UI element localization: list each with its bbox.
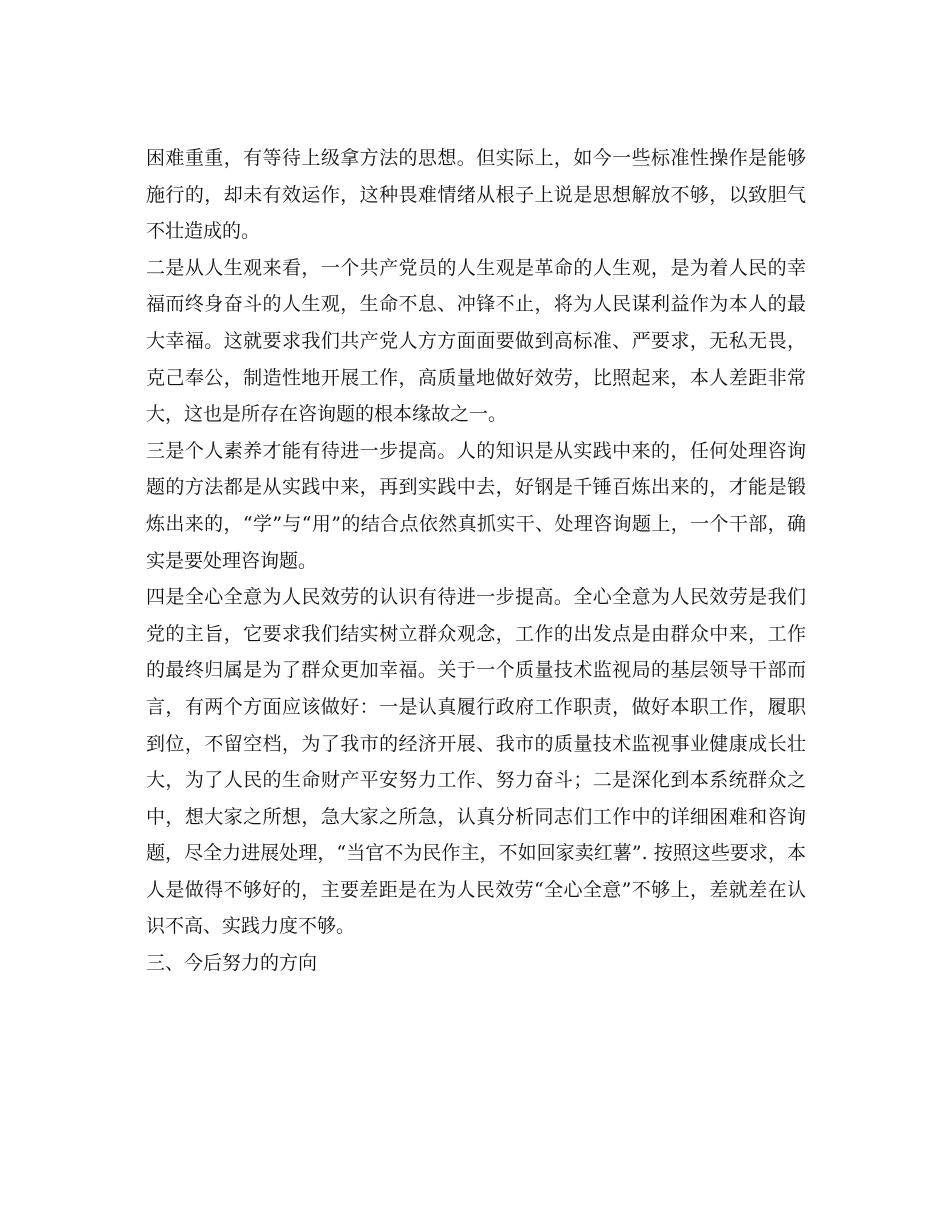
paragraph-2: 二是从人生观来看，一个共产党员的人生观是革命的人生观，是为着人民的幸福而终身奋斗的人生观，生命不息、冲锋不止，将为人民谋利益作为本人的最大幸福。这就要求我们共产党人方方面面要做到高标准、严要求，无私无畏，克己奉公，制造性地开展工作，高质量地做好效劳，比照起来，本人差距非常大，这也是所存在咨询题的根本缘故之一。: [146, 256, 806, 426]
paragraph-1: 困难重重，有等待上级拿方法的思想。但实际上，如今一些标准性操作是能够施行的，却未有效运作，这种畏难情绪从根子上说是思想解放不够，以致胆气不壮造成的。: [146, 147, 806, 243]
paragraph-4: 四是全心全意为人民效劳的认识有待进一步提高。全心全意为人民效劳是我们党的主旨，它要求我们结实树立群众观念，工作的出发点是由群众中来，工作的最终归属是为了群众更加幸福。关于一个质量技术监视局的基层领导干部而言，有两个方面应该做好：一是认真履行政府工作职责，做好本职工作，履职到位，不留空档，为了我市的经济开展、我市的质量技术监视事业健康成长壮大，为了人民的生命财产平安努力工作、努力奋斗；二是深化到本系统群众之中，想大家之所想，急大家之所急，认真分析同志们工作中的详细困难和咨询题，尽全力进展处理，“当官不为民作主，不如回家卖红薯”. 按照这些要求，本人是做得不够好的，主要差距是在为人民效劳“全心全意”不够上，差就差在认识不高、实践力度不够。: [146, 586, 806, 938]
document-body: [146, 140, 806, 982]
section-heading: 三、今后努力的方向: [146, 952, 318, 975]
paragraph-3: 三是个人素养才能有待进一步提高。人的知识是从实践中来的，任何处理咨询题的方法都是从实践中来，再到实践中去，好钢是千锤百炼出来的，才能是锻炼出来的，“学”与“用”的结合点依然真抓实干、处理咨询题上，一个干部，确实是要处理咨询题。: [146, 439, 806, 572]
